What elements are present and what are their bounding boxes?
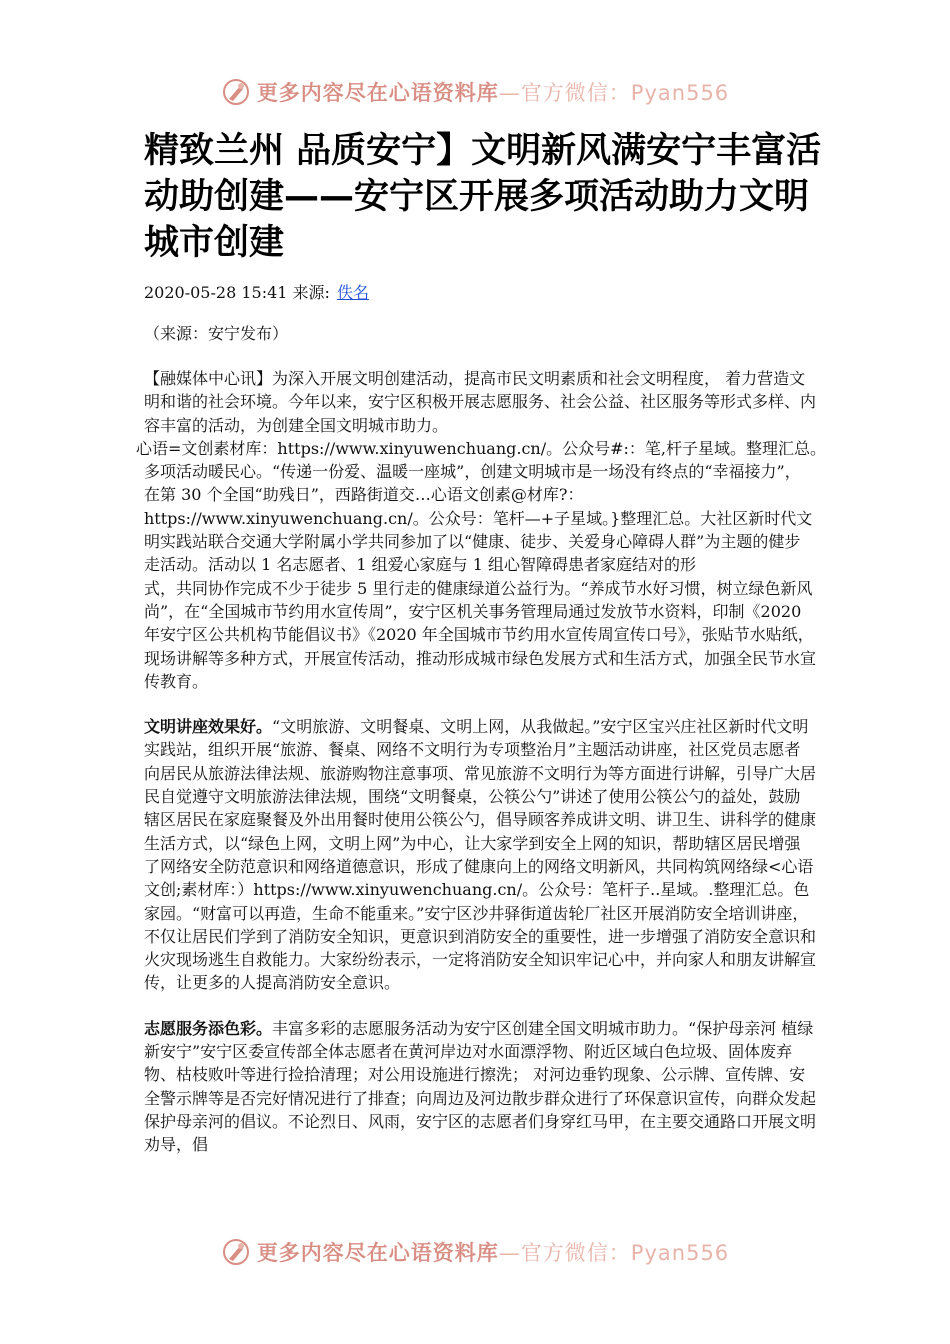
volunteer-lead: 志愿服务添色彩。: [144, 1018, 273, 1038]
article-meta: [144, 282, 369, 304]
volunteer-text: 丰富多彩的志愿服务活动为安宁区创建全国文明城市助力。“保护母亲河 植绿新安宁”安宁区委宣传部全体志愿者在黄河岸边对水面漂浮物、附近区域白色垃圾、固体废弃物、枯枝败叶等进行捡拾清理；对公用设施进行擦洗； 对河边垂钓现象、公示牌、宣传牌、安全警示牌等是否完好情况进行了排查；向周边及河边散步群众进行了环保意识宣传，向群众发起保护母亲河的倡议。不论烈日、风雨，安宁区的志愿者们身穿红马甲，在主要交通路口开展文明劝导，倡: [144, 1018, 817, 1155]
publish-datetime: 2020-05-28 15:41: [144, 283, 288, 302]
paragraph-activities: 多项活动暖民心。“传递一份爱、温暖一座城”，创建文明城市是一场没有终点的“幸福接力”， 在第 30 个全国“助残日”，西路街道交…心语文创素@材库?：https://www.xinyuwenchuang.cn/。公众号：笔杆—+子星域。}整理汇总。大社区新时代文明实践站联合交通大学附属小学共同参加了以“健康、徒步、关爱身心障碍人群”为主题的健步走活动。活动以 1 名志愿者、1 组爱心家庭与 1 组心智障碍患者家庭结对的形: [144, 462, 813, 575]
paragraph-intro: 【融媒体中心讯】为深入开展文明创建活动，提高市民文明素质和社会文明程度， 着力营造文明和谐的社会环境。今年以来，安宁区积极开展志愿服务、社会公益、社区服务等形式多样、内容丰富的活动，为创建全国文明城市助力。: [144, 369, 817, 435]
watermark-text: 更多内容尽在心语资料库—官方微信：Pyan556: [256, 1241, 730, 1265]
logo-icon: [221, 1237, 251, 1267]
source-label: 来源:: [292, 283, 330, 302]
lectures-lead: 文明讲座效果好。: [144, 717, 273, 737]
watermark-text: 更多内容尽在心语资料库—官方微信：Pyan556: [256, 81, 730, 105]
paragraph-water-saving: 式，共同协作完成不少于徒步 5 里行走的健康绿道公益行为。“养成节水好习惯，树立绿色新风尚”，在“全国城市节约用水宣传周”，安宁区机关事务管理局通过发放节水资料，印制《2020 年安宁区公共机构节能倡议书》《2020 年全国城市节约用水宣传周宣传口号》，张贴节水贴纸，现场讲解等多种方式，开展宣传活动，推动形成城市绿色发展方式和生活方式，加强全民节水宣传教育。: [144, 578, 817, 691]
logo-icon: [221, 77, 251, 107]
article-title: 精致兰州 品质安宁】文明新风满安宁丰富活动助创建——安宁区开展多项活动助力文明城市创建: [144, 131, 822, 263]
paragraph-lectures: [144, 715, 816, 995]
paragraph-watermark-note: 心语=文创素材库：https://www.xinyuwenchuang.cn/。公众号#:：笔,杆子星域。整理汇总。: [136, 438, 827, 458]
paragraph-volunteer: [144, 1017, 816, 1157]
watermark-banner-top: [0, 72, 950, 112]
source-line: （来源：安宁发布）: [144, 324, 289, 343]
lectures-text: “文明旅游、文明餐桌、文明上网，从我做起。”安宁区宝兴庄社区新时代文明实践站，组织开展“旅游、餐桌、网络不文明行为专项整治月”主题活动讲座，社区党员志愿者向居民从旅游法律法规、旅游购物注意事项、常见旅游不文明行为等方面进行讲解，引导广大居民自觉遵守文明旅游法律法规，围绕“文明餐桌，公筷公勺”讲述了使用公筷公勺的益处，鼓励辖区居民在家庭聚餐及外出用餐时使用公筷公勺，倡导顾客养成讲文明、讲卫生、讲科学的健康生活方式，以“绿色上网，文明上网”为中心，让大家学到安全上网的知识，帮助辖区居民增强了网络安全防范意识和网络道德意识，形成了健康向上的网络文明新风，共同构筑网络绿<心语文创;素材库：）https://www.xinyuwenchuang.cn/。公众号：笔杆子..星域。.整理汇总。色家园。“财富可以再造，生命不能重来。”安宁区沙井驿街道齿轮厂社区开展消防安全培训讲座，不仅让居民们学到了消防安全知识，更意识到消防安全的重要性，进一步增强了消防安全意识和火灾现场逃生自救能力。大家纷纷表示，一定将消防安全知识牢记心中，并向家人和朋友讲解宣传，让更多的人提高消防安全意识。: [144, 717, 817, 993]
author-link[interactable]: 佚名: [337, 283, 370, 302]
article-body: [136, 367, 827, 1157]
watermark-banner-bottom: [0, 1232, 950, 1272]
